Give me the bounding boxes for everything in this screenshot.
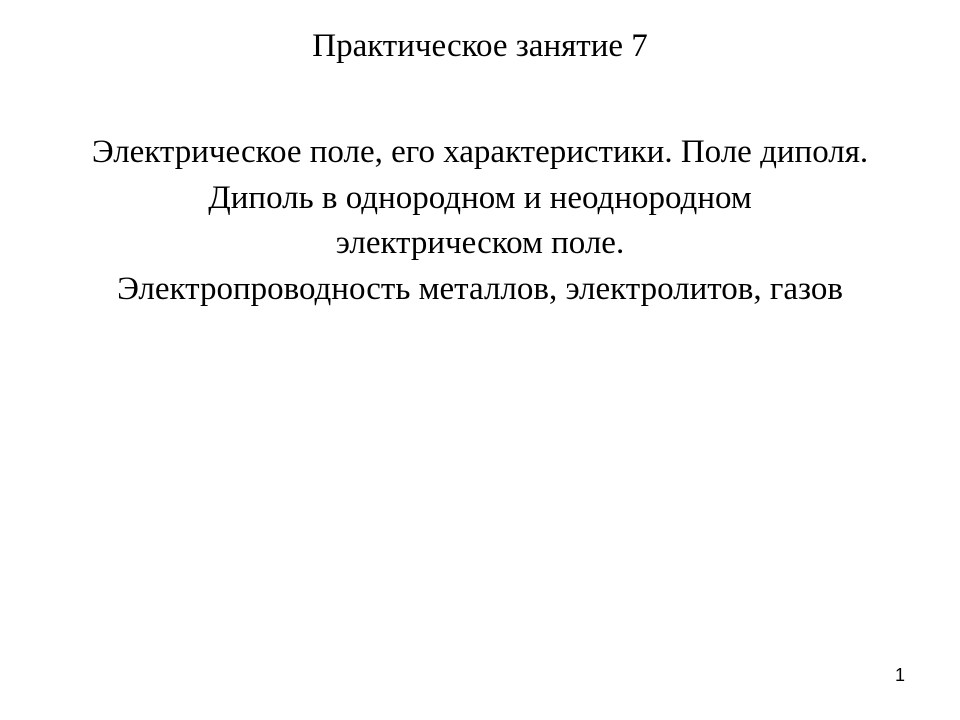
slide-subtitle	[20, 130, 940, 312]
slide-title: Практическое занятие 7	[312, 28, 648, 64]
page-number: 1	[894, 665, 905, 685]
subtitle-line-1: Электрическое поле, его характеристики. Поле диполя.	[91, 134, 869, 170]
subtitle-line-2: Диполь в однородном и неоднородном	[208, 179, 752, 216]
subtitle-line-4: Электропроводность металлов, электролитов, газов	[117, 270, 843, 307]
subtitle-line-3: электрическом поле.	[335, 225, 625, 261]
